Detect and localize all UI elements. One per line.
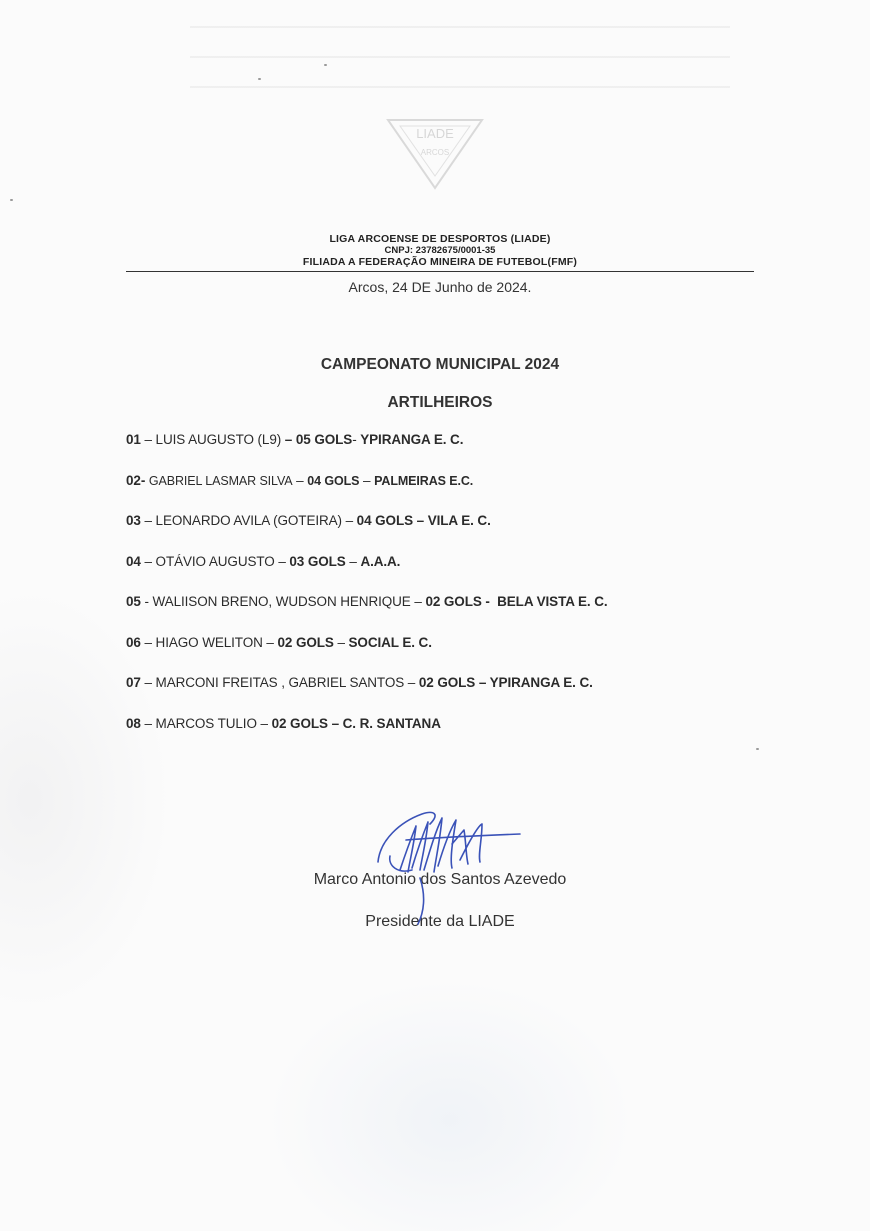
separator: – — [281, 432, 296, 447]
separator: – — [475, 675, 490, 690]
org-cnpj: CNPJ: 23782675/0001-35 — [384, 245, 496, 256]
scorer-entry — [126, 716, 766, 757]
scorer-rank: 01 — [126, 432, 141, 447]
scorer-player: MARCONI FREITAS , GABRIEL SANTOS — [155, 675, 405, 690]
scorer-team: SOCIAL E. C. — [348, 634, 432, 650]
scorer-rank: 07 — [126, 675, 141, 690]
scorer-goals: 02 GOLS — [425, 594, 482, 609]
separator: – — [333, 634, 349, 650]
scorer-entry — [126, 594, 766, 635]
scorer-player: HIAGO WELITON — [155, 634, 263, 650]
watermark-logo-subtext: ARCOS — [420, 148, 450, 157]
separator: – — [140, 513, 156, 528]
scorer-team: BELA VISTA E. C. — [497, 594, 608, 609]
letterhead — [126, 233, 754, 268]
separator: – — [404, 675, 419, 690]
watermark-logo-text: LIADE — [416, 126, 454, 141]
document-date: Arcos, 24 DE Junho de 2024. — [348, 279, 532, 295]
separator: – — [140, 432, 156, 447]
paper-speck — [258, 78, 261, 80]
separator: – — [413, 513, 428, 528]
separator: – — [274, 553, 290, 569]
separator: – — [140, 553, 156, 569]
separator: - — [481, 594, 498, 609]
scorer-rank: 04 — [126, 553, 141, 569]
scorer-entry — [126, 473, 766, 514]
scorer-player: MARCOS TULIO — [155, 715, 257, 731]
separator: – — [341, 513, 357, 528]
scorer-goals: 04 GOLS — [356, 513, 413, 528]
scorer-rank: 08 — [126, 715, 141, 731]
signatory-name: Marco Antonio dos Santos Azevedo — [313, 871, 567, 888]
separator: – — [262, 634, 278, 650]
separator: - — [352, 432, 361, 447]
separator: – — [256, 715, 272, 731]
scorer-player: LUIS AUGUSTO (L9) — [155, 432, 282, 447]
scorer-player: GABRIEL LASMAR SILVA — [148, 473, 293, 488]
scorer-team: PALMEIRAS E.C. — [374, 473, 474, 488]
scorer-goals: 03 GOLS — [289, 553, 346, 569]
scorer-team: A.A.A. — [360, 553, 401, 569]
scorer-rank: 06 — [126, 634, 141, 650]
scorer-player: OTÁVIO AUGUSTO — [155, 553, 275, 569]
separator: – — [140, 675, 156, 690]
scorer-entry — [126, 432, 766, 473]
separator: – — [359, 472, 375, 488]
scorer-goals: 02 GOLS — [277, 634, 334, 650]
document-title: CAMPEONATO MUNICIPAL 2024 — [320, 356, 560, 373]
scorer-rank: 03 — [126, 513, 141, 528]
scorer-entry — [126, 675, 766, 716]
scorer-rank: 05 — [126, 594, 141, 609]
separator: – — [140, 634, 156, 650]
separator: – — [292, 472, 308, 488]
scorer-goals: 02 GOLS — [418, 675, 476, 690]
separator: – — [140, 715, 156, 731]
paper-speck — [756, 748, 759, 750]
org-affiliation: FILIADA A FEDERAÇÃO MINEIRA DE FUTEBOL(FMF) — [302, 256, 578, 268]
top-scorers-list — [126, 432, 766, 756]
scorer-entry — [126, 635, 766, 676]
scorer-entry — [126, 554, 766, 595]
bleed-through-text — [190, 8, 730, 98]
signatory-role: Presidente da LIADE — [365, 913, 515, 930]
separator: – — [410, 594, 426, 609]
scorer-team: YPIRANGA E. C. — [360, 432, 464, 447]
scorer-goals: 02 GOLS — [271, 715, 328, 731]
org-name: LIGA ARCOENSE DE DESPORTOS (LIADE) — [329, 233, 551, 245]
scorer-player: LEONARDO AVILA (GOTEIRA) — [155, 513, 342, 528]
scorer-goals: 04 GOLS — [307, 473, 360, 488]
separator: - — [140, 472, 149, 488]
separator: - — [140, 594, 153, 609]
scorer-team: VILA E. C. — [427, 513, 491, 528]
separator: – — [345, 553, 361, 569]
scorer-team: YPIRANGA E. C. — [489, 675, 593, 690]
paper-speck — [10, 199, 13, 201]
scorer-goals: 05 GOLS — [295, 432, 353, 447]
scorer-rank: 02 — [126, 472, 141, 488]
document-subtitle: ARTILHEIROS — [387, 394, 493, 411]
letterhead-divider — [126, 271, 754, 272]
handwritten-signature — [360, 800, 530, 930]
scorer-player: WALIISON BRENO, WUDSON HENRIQUE — [152, 594, 411, 609]
scorer-team: C. R. SANTANA — [342, 715, 441, 731]
scorer-entry — [126, 513, 766, 554]
paper-speck — [324, 64, 327, 66]
liade-watermark-logo — [380, 114, 490, 194]
separator: – — [327, 715, 343, 731]
